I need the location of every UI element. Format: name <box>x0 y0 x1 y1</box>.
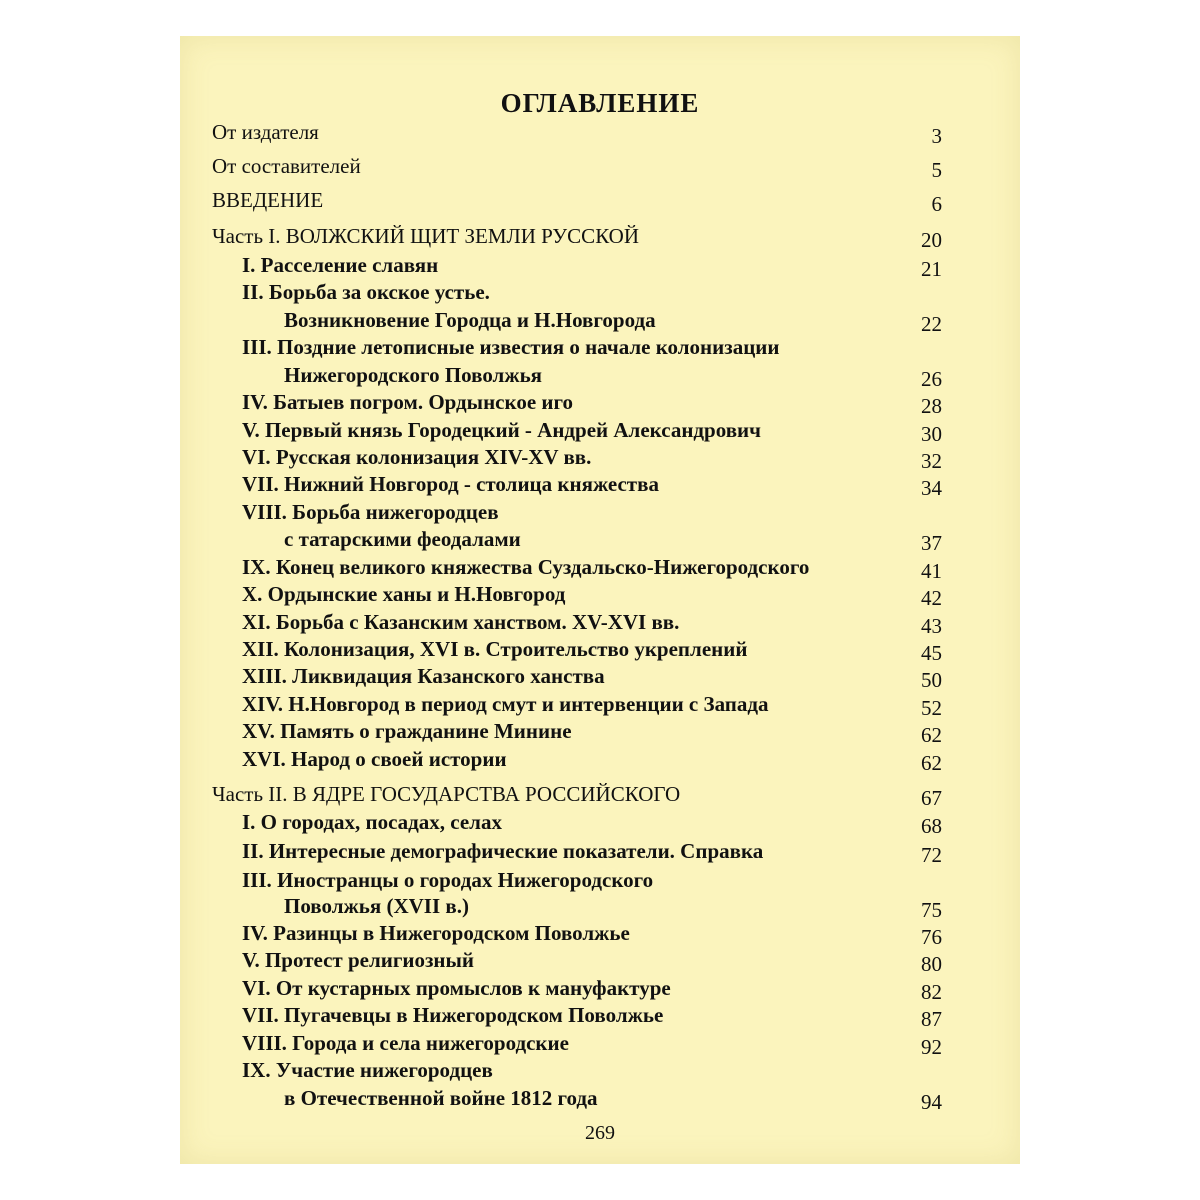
toc-page-number: 75 <box>921 898 942 922</box>
toc-page-number: 26 <box>921 367 942 391</box>
toc-entry: От составителей <box>212 154 361 178</box>
toc-entry: XIV. Н.Новгород в период смут и интервенции с Запада <box>242 692 769 716</box>
toc-page-number: 28 <box>921 394 942 418</box>
toc-page-number: 22 <box>921 312 942 336</box>
toc-page-number: 92 <box>921 1035 942 1059</box>
toc-entry: IX. Участие нижегородцев <box>242 1058 493 1082</box>
toc-page-number: 43 <box>921 614 942 638</box>
toc-entry: XI. Борьба с Казанским ханством. XV-XVI вв. <box>242 610 680 634</box>
page-title: ОГЛАВЛЕНИЕ <box>500 88 700 118</box>
toc-entry: XIII. Ликвидация Казанского ханства <box>242 664 605 688</box>
toc-entry: От издателя <box>212 120 319 144</box>
toc-entry: IX. Конец великого княжества Суздальско-Нижегородского <box>242 555 810 579</box>
toc-entry: III. Поздние летописные известия о начале колонизации <box>242 335 780 359</box>
toc-part-heading: Часть II. В ЯДРЕ ГОСУДАРСТВА РОССИЙСКОГО <box>212 782 681 806</box>
toc-page-number: 62 <box>921 751 942 775</box>
toc-entry: Поволжья (XVII в.) <box>284 894 469 918</box>
toc-entry: XII. Колонизация, XVI в. Строительство укреплений <box>242 637 748 661</box>
toc-entry: ВВЕДЕНИЕ <box>212 188 324 212</box>
toc-page-number: 67 <box>921 786 942 810</box>
toc-entry: V. Первый князь Городецкий - Андрей Александрович <box>242 418 761 442</box>
toc-part-heading: Часть I. ВОЛЖСКИЙ ЩИТ ЗЕМЛИ РУССКОЙ <box>212 224 640 248</box>
toc-page-number: 34 <box>921 476 942 500</box>
toc-page-number: 50 <box>921 668 942 692</box>
toc-entry: IV. Разинцы в Нижегородском Поволжье <box>242 921 630 945</box>
toc-entry: в Отечественной войне 1812 года <box>284 1086 598 1110</box>
toc-entry: с татарскими феодалами <box>284 527 521 551</box>
toc-page-number: 52 <box>921 696 942 720</box>
toc-page-number: 76 <box>921 925 942 949</box>
toc-entry: VII. Нижний Новгород - столица княжества <box>242 472 659 496</box>
toc-entry: II. Интересные демографические показатели. Справка <box>242 839 764 863</box>
toc-page-number: 41 <box>921 559 942 583</box>
book-page <box>180 36 1020 1164</box>
toc-page-number: 87 <box>921 1007 942 1031</box>
toc-page-number: 82 <box>921 980 942 1004</box>
toc-page-number: 6 <box>931 192 942 216</box>
toc-entry: VII. Пугачевцы в Нижегородском Поволжье <box>242 1003 664 1027</box>
toc-page-number: 94 <box>921 1090 942 1114</box>
toc-page-number: 80 <box>921 952 942 976</box>
toc-entry: I. Расселение славян <box>242 253 439 277</box>
toc-entry: I. О городах, посадах, селах <box>242 810 502 834</box>
toc-entry: XVI. Народ о своей истории <box>242 747 507 771</box>
toc-entry: VIII. Города и села нижегородские <box>242 1031 569 1055</box>
toc-page-number: 32 <box>921 449 942 473</box>
toc-entry: Возникновение Городца и Н.Новгорода <box>284 308 656 332</box>
toc-page-number: 37 <box>921 531 942 555</box>
toc-page-number: 20 <box>921 228 942 252</box>
toc-entry: VI. Русская колонизация XIV-XV вв. <box>242 445 592 469</box>
toc-page-number: 62 <box>921 723 942 747</box>
toc-page-number: 72 <box>921 843 942 867</box>
toc-entry: XV. Память о гражданине Минине <box>242 719 572 743</box>
toc-page-number: 5 <box>931 158 942 182</box>
toc-page-number: 68 <box>921 814 942 838</box>
toc-entry: Нижегородского Поволжья <box>284 363 543 387</box>
table-of-contents <box>180 36 1020 1136</box>
toc-page-number: 30 <box>921 422 942 446</box>
toc-entry: IV. Батыев погром. Ордынское иго <box>242 390 573 414</box>
toc-entry: VI. От кустарных промыслов к мануфактуре <box>242 976 671 1000</box>
toc-entry: II. Борьба за окское устье. <box>242 280 490 304</box>
page-number: 269 <box>585 1122 615 1144</box>
toc-entry: VIII. Борьба нижегородцев <box>242 500 499 524</box>
toc-page-number: 21 <box>921 257 942 281</box>
toc-page-number: 42 <box>921 586 942 610</box>
toc-entry: X. Ордынские ханы и Н.Новгород <box>242 582 566 606</box>
toc-page-number: 3 <box>931 124 942 148</box>
toc-entry: V. Протест религиозный <box>242 948 475 972</box>
toc-entry: III. Иностранцы о городах Нижегородского <box>242 868 654 892</box>
toc-page-number: 45 <box>921 641 942 665</box>
